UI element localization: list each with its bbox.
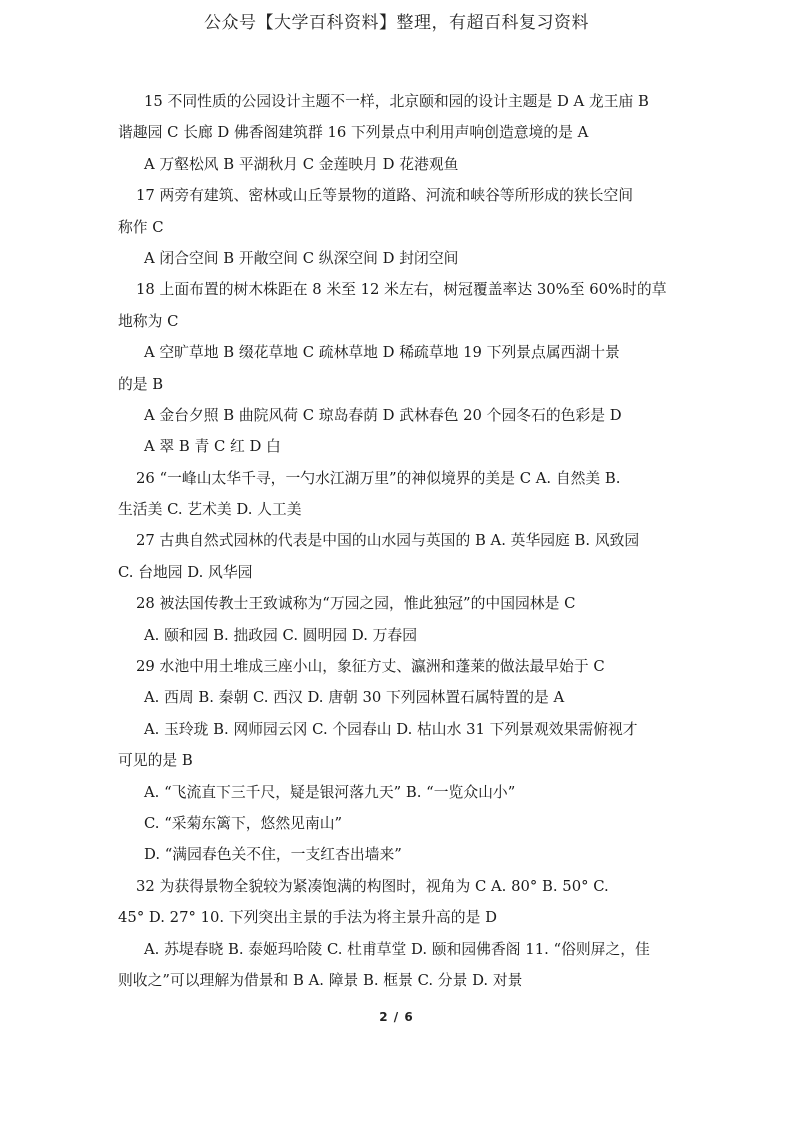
text-line: A 万壑松风 B 平湖秋月 C 金莲映月 D 花港观鱼 <box>144 155 459 173</box>
text-line: 26 “一峰山太华千寻，一勺水江湖万里”的神似境界的美是 C A. 自然美 B. <box>136 469 621 487</box>
text-line: 45° D. 27° 10. 下列突出主景的手法为将主景升高的是 D <box>118 909 497 927</box>
page-header: 公众号【大学百科资料】整理，有超百科复习资料 <box>204 13 589 33</box>
text-line: A 空旷草地 B 缀花草地 C 疏林草地 D 稀疏草地 19 下列景点属西湖十景 <box>144 344 620 362</box>
text-line: A. 西周 B. 秦朝 C. 西汉 D. 唐朝 30 下列园林置石属特置的是 A <box>144 689 565 707</box>
text-line: 称作 C <box>118 218 164 236</box>
text-line: 生活美 C. 艺术美 D. 人工美 <box>118 501 302 519</box>
text-line: 15 不同性质的公园设计主题不一样，北京颐和园的设计主题是 D A 龙王庙 B <box>144 93 649 110</box>
text-line: 则收之”可以理解为借景和 B A. 障景 B. 框景 C. 分景 D. 对景 <box>118 971 523 989</box>
text-line: A. 苏堤春晓 B. 泰姬玛哈陵 C. 杜甫草堂 D. 颐和园佛香阁 11. “俗则屏之，佳 <box>144 940 650 958</box>
text-line: 32 为获得景物全貌较为紧凑饱满的构图时，视角为 C A. 80° B. 50° C. <box>136 877 609 895</box>
text-line: A. 玉玲珑 B. 网师园云冈 C. 个园春山 D. 枯山水 31 下列景观效果需俯视才 <box>144 720 638 738</box>
text-line: A 翠 B 青 C 红 D 白 <box>144 438 281 456</box>
text-line: A. 颐和园 B. 拙政园 C. 圆明园 D. 万春园 <box>144 626 417 644</box>
text-line: 18 上面布置的树木株距在 8 米至 12 米左右，树冠覆盖率达 30%至 60%时的草 <box>136 281 667 299</box>
text-line: 29 水池中用土堆成三座小山，象征方丈、瀛洲和蓬莱的做法最早始于 C <box>136 658 605 676</box>
text-line: A 闭合空间 B 开敞空间 C 纵深空间 D 封闭空间 <box>144 249 459 267</box>
text-line: C. 台地园 D. 风华园 <box>118 563 253 581</box>
text-line: 28 被法国传教士王致诚称为“万园之园，惟此独冠”的中国园林是 C <box>136 595 576 613</box>
text-line: D. “满园春色关不住，一支红杏出墙来” <box>144 846 402 864</box>
page-number: 2 / 6 <box>379 1010 414 1024</box>
text-line: 地称为 C <box>118 312 179 330</box>
document-body <box>118 88 680 998</box>
text-line: 17 两旁有建筑、密林或山丘等景物的道路、河流和峡谷等所形成的狭长空间 <box>136 187 634 205</box>
text-line: C. “采菊东篱下，悠然见南山” <box>144 814 343 832</box>
text-line: 谐趣园 C 长廊 D 佛香阁建筑群 16 下列景点中利用声响创造意境的是 A <box>118 124 589 142</box>
text-line: 27 古典自然式园林的代表是中国的山水园与英国的 B A. 英华园庭 B. 风致园 <box>136 532 640 550</box>
text-line: A 金台夕照 B 曲院风荷 C 琼岛春荫 D 武林春色 20 个园冬石的色彩是 D <box>144 406 622 424</box>
text-line: 的是 B <box>118 375 164 393</box>
text-line: A. “飞流直下三千尺，疑是银河落九天” B. “一览众山小” <box>144 783 516 801</box>
text-line: 可见的是 B <box>118 752 193 770</box>
